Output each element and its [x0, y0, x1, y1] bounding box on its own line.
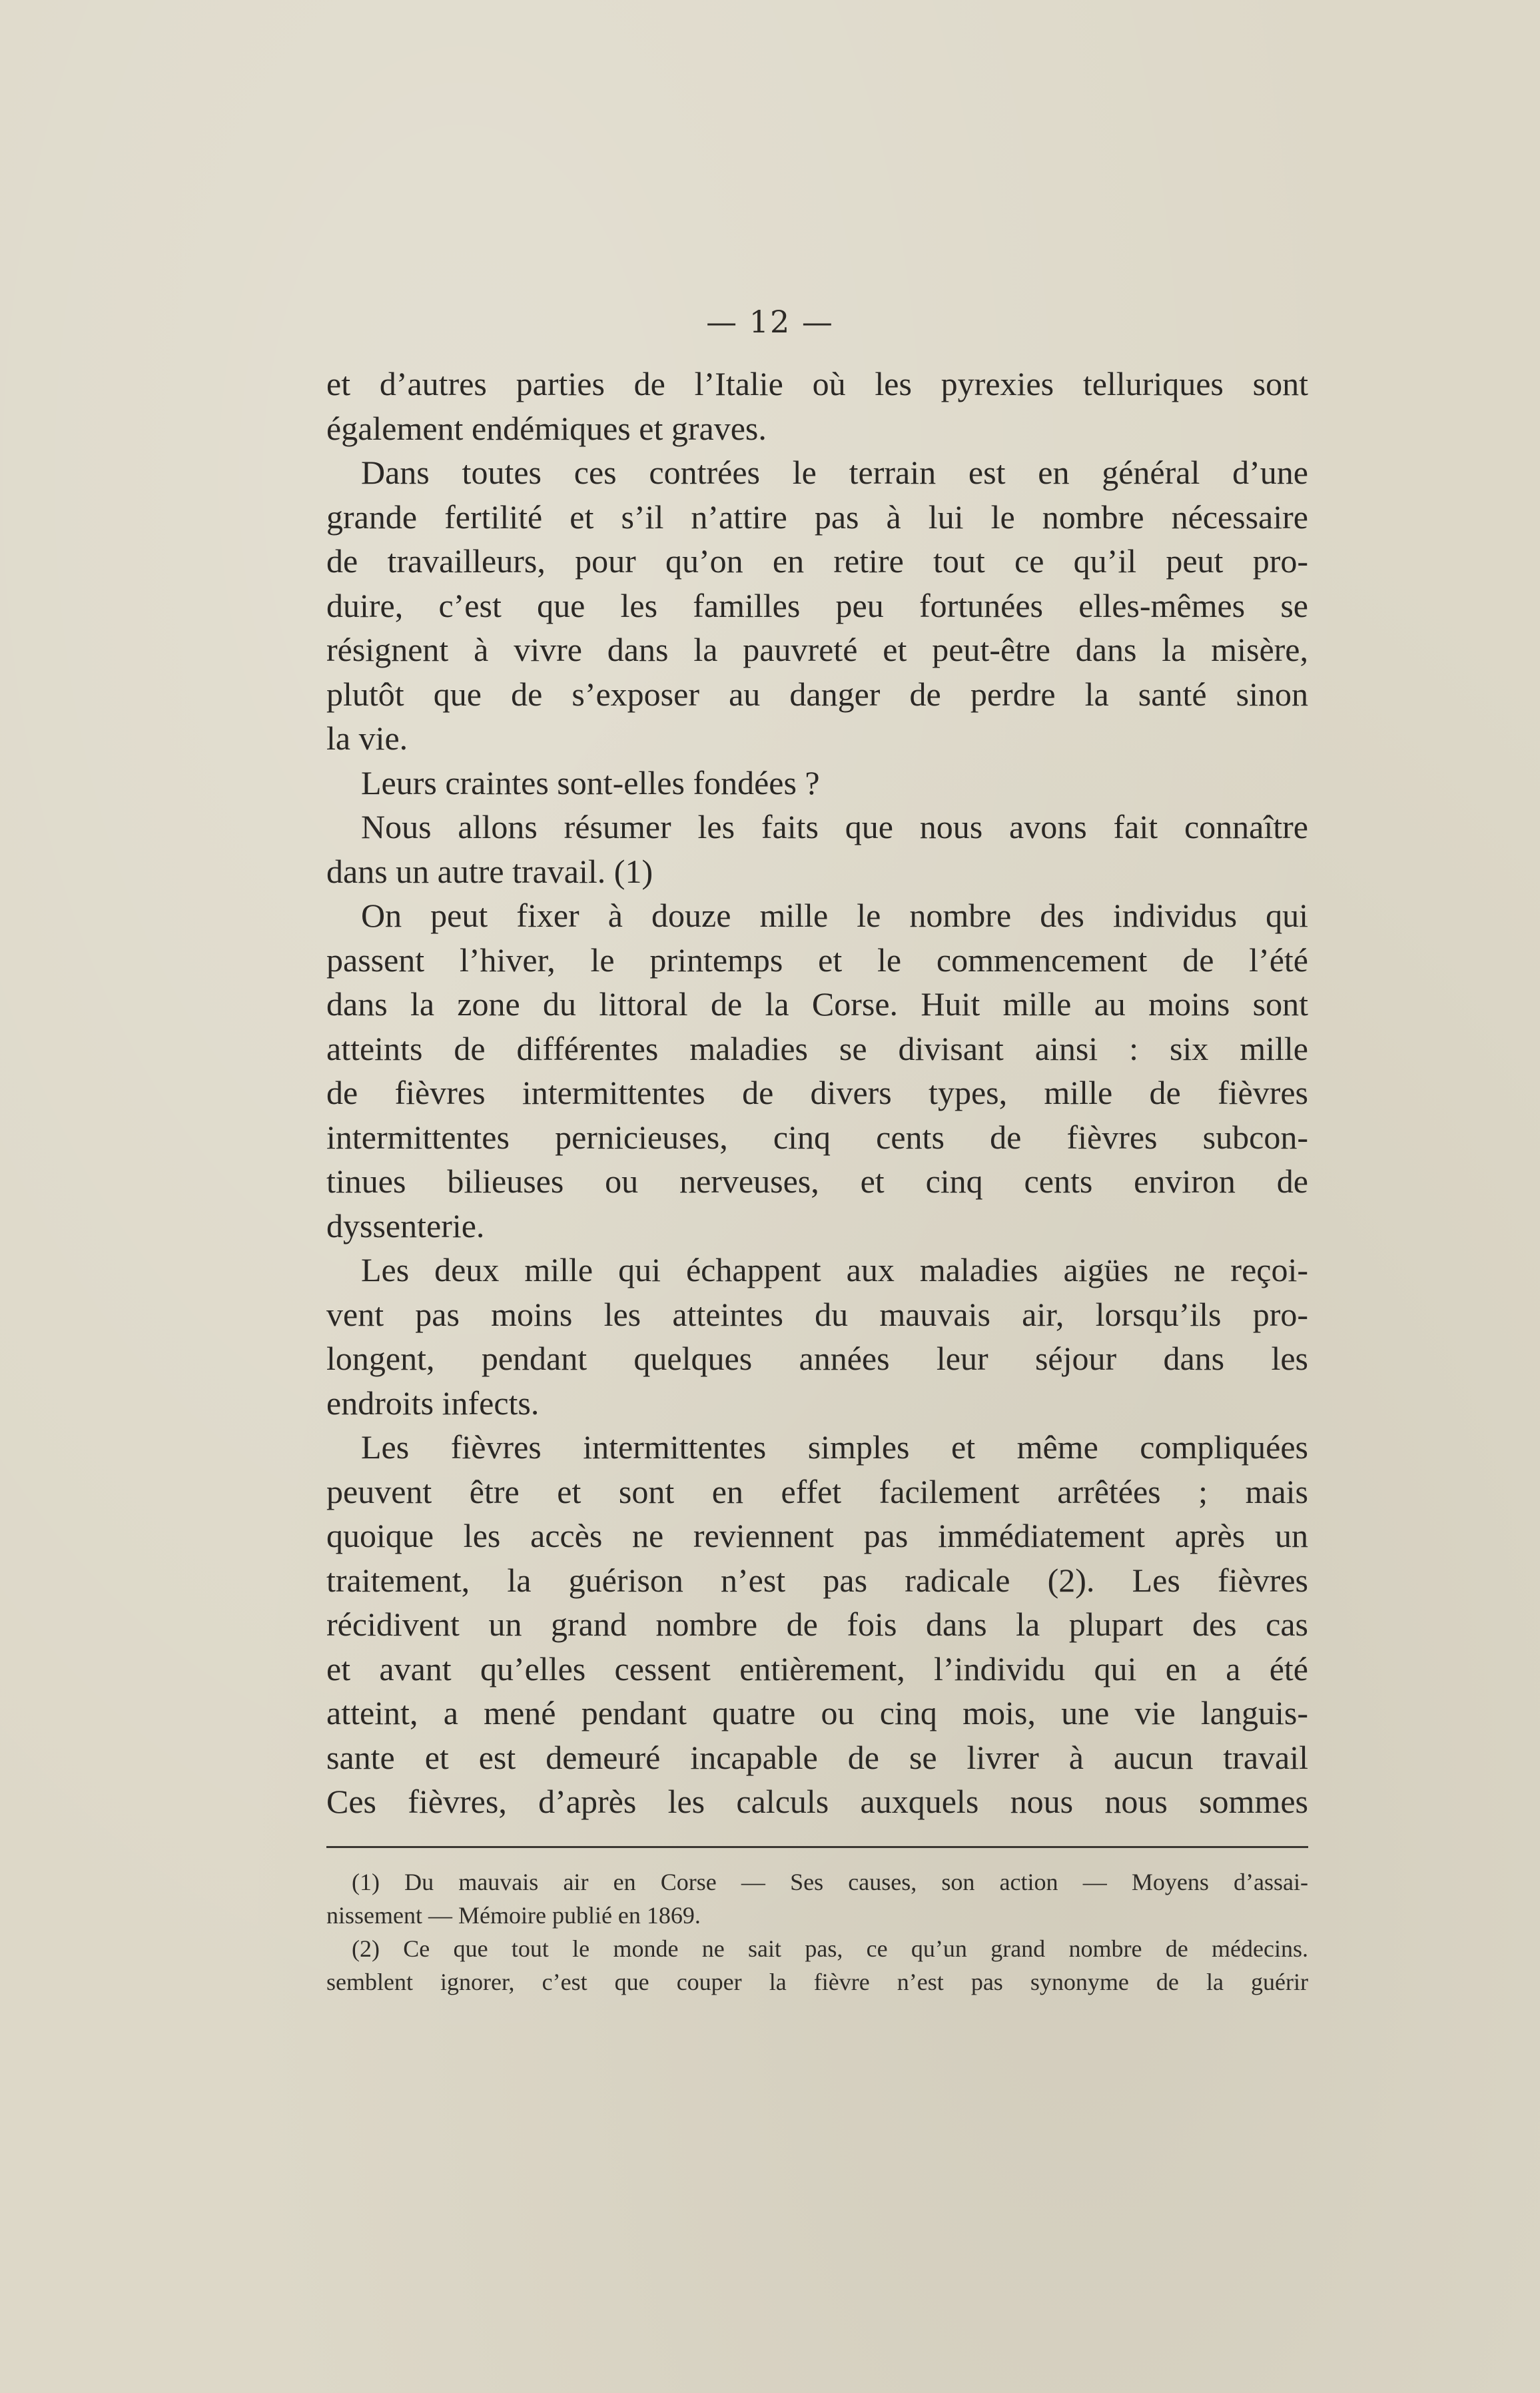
text-line: atteints de différentes maladies se divisant ainsi : six mille [326, 1029, 1308, 1067]
text-line: la vie. [326, 719, 408, 757]
footnotes [326, 1865, 1308, 1999]
text-line: Leurs craintes sont-elles fondées ? [361, 763, 820, 801]
text-line: Les fièvres intermittentes simples et même compliquées [361, 1428, 1308, 1466]
text-line: Nous allons résumer les faits que nous avons fait connaître [361, 808, 1308, 845]
text-line: récidivent un grand nombre de fois dans la plupart des cas [326, 1606, 1308, 1643]
text-line: sante et est demeuré incapable de se livrer à aucun travail [326, 1738, 1308, 1776]
text-line: résignent à vivre dans la pauvreté et peut-être dans la misère, [326, 631, 1308, 668]
text-line: quoique les accès ne reviennent pas immédiatement après un [326, 1517, 1308, 1554]
page-number: — 12 — [706, 304, 834, 340]
text-line: atteint, a mené pendant quatre ou cinq mois, une vie languis- [326, 1694, 1308, 1731]
text-line: Ces fièvres, d’après les calculs auxquels nous nous sommes [326, 1783, 1308, 1820]
text-line: peuvent être et sont en effet facilement arrêtées ; mais [326, 1472, 1308, 1510]
text-line: vent pas moins les atteintes du mauvais air, lorsqu’ils pro- [326, 1295, 1308, 1333]
text-line: On peut fixer à douze mille le nombre des individus qui [361, 897, 1308, 934]
footnote-divider [326, 1846, 1308, 1848]
text-line: Dans toutes ces contrées le terrain est en général d’une [361, 454, 1308, 491]
text-line: tinues bilieuses ou nerveuses, et cinq cents environ de [326, 1163, 1308, 1200]
text-line: grande fertilité et s’il n’attire pas à lui le nombre nécessaire [326, 498, 1308, 536]
text-line: également endémiques et graves. [326, 409, 767, 447]
footnote-line: (1) Du mauvais air en Corse — Ses causes, son action — Moyens d’assai- [352, 1869, 1308, 1895]
footnote-line: nissement — Mémoire publié en 1869. [326, 1902, 701, 1929]
footnote-line: semblent ignorer, c’est que couper la fièvre n’est pas synonyme de la guérir [326, 1969, 1308, 1995]
text-line: endroits infects. [326, 1384, 540, 1422]
text-line: intermittentes pernicieuses, cinq cents de fièvres subcon- [326, 1118, 1308, 1156]
text-line: de travailleurs, pour qu’on en retire tout ce qu’il peut pro- [326, 542, 1308, 580]
text-line: dans un autre travail. (1) [326, 852, 653, 890]
body-text [326, 362, 1308, 1824]
text-line: passent l’hiver, le printemps et le commencement de l’été [326, 941, 1308, 979]
text-line: et d’autres parties de l’Italie où les pyrexies telluriques sont [326, 365, 1308, 402]
text-line: longent, pendant quelques années leur séjour dans les [326, 1340, 1308, 1377]
text-line: Les deux mille qui échappent aux maladies aigües ne reçoi- [361, 1251, 1308, 1288]
text-line: dans la zone du littoral de la Corse. Huit mille au moins sont [326, 985, 1308, 1023]
text-line: plutôt que de s’exposer au danger de perdre la santé sinon [326, 675, 1308, 713]
text-line: et avant qu’elles cessent entièrement, l’individu qui en a été [326, 1650, 1308, 1687]
text-line: duire, c’est que les familles peu fortunées elles-mêmes se [326, 586, 1308, 624]
text-line: dyssenterie. [326, 1206, 485, 1244]
text-line: de fièvres intermittentes de divers types, mille de fièvres [326, 1074, 1308, 1111]
footnote-line: (2) Ce que tout le monde ne sait pas, ce qu’un grand nombre de médecins. [352, 1935, 1308, 1962]
text-line: traitement, la guérison n’est pas radicale (2). Les fièvres [326, 1561, 1308, 1599]
